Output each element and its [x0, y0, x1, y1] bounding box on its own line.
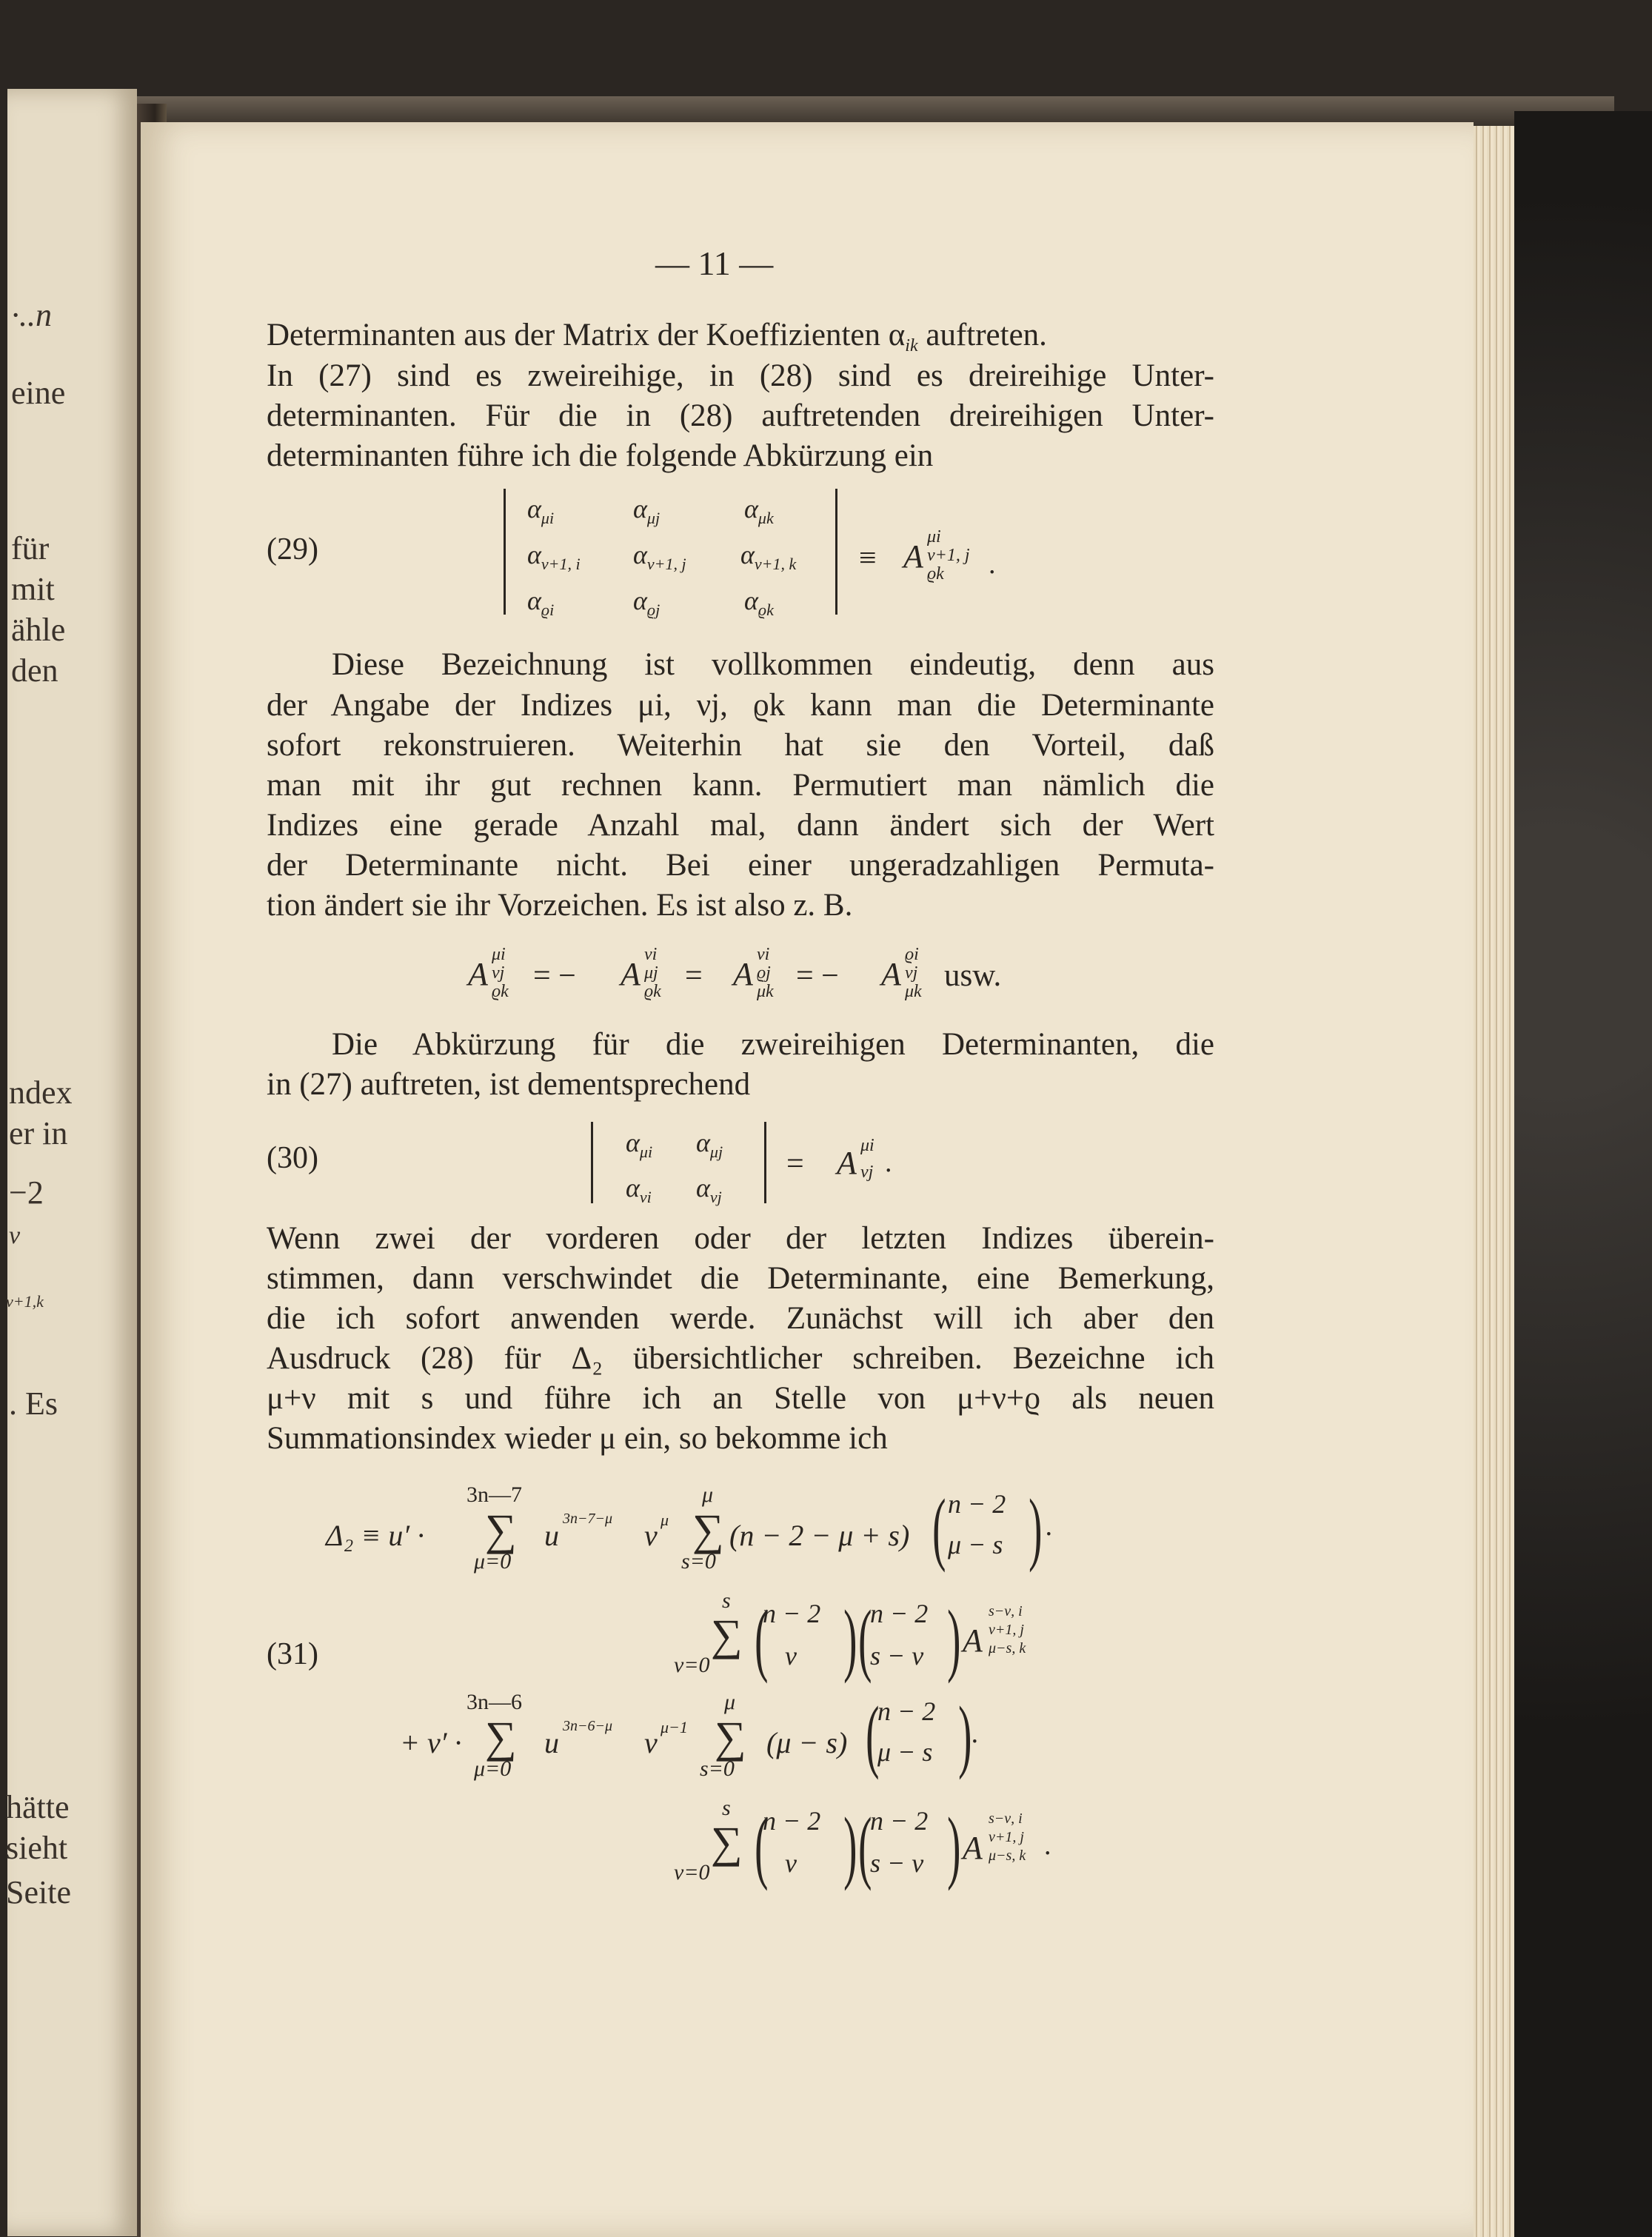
matrix-entry: $\alpha_{ϱi}$ — [527, 586, 555, 619]
binomial-paren: ) — [947, 1801, 961, 1891]
text-line: sofort rekonstruieren. Weiterhin hat sie den Vorteil, daß — [267, 728, 1214, 763]
matrix-entry: $\alpha_{\mu i}$ — [527, 494, 555, 527]
usw-label: usw. — [944, 958, 1002, 993]
index-upper: μi — [492, 945, 506, 964]
text-line: Indizes eine gerade Anzahl mal, dann ändert sich der Wert — [267, 808, 1214, 843]
determinant-bar — [764, 1122, 766, 1203]
matrix-entry: $\alpha_{ϱk}$ — [744, 586, 774, 619]
sum-upper-limit: μ — [724, 1690, 736, 1714]
term: u — [544, 1726, 559, 1759]
sum-lower-limit: s=0 — [700, 1756, 735, 1781]
determinant-bar — [835, 489, 837, 615]
binomial-top: n − 2 — [948, 1489, 1006, 1519]
dot: · — [1044, 1519, 1054, 1550]
sum-lower-limit: ν=0 — [674, 1860, 710, 1885]
index-lower: μk — [757, 982, 774, 1001]
determinant-symbol: A — [468, 956, 488, 992]
matrix-entry: $\alpha_{\nu+1, j}$ — [633, 540, 686, 573]
index-lower: μ−s, k — [989, 1848, 1026, 1864]
index-upper: ϱi — [905, 945, 919, 964]
margin-fragment: für — [11, 530, 50, 566]
margin-fragment: hätte — [6, 1789, 70, 1825]
index-middle: ϱj — [757, 963, 771, 983]
binomial-paren: ( — [866, 1690, 880, 1780]
index-upper: μi — [860, 1136, 875, 1155]
index-lower: μ−s, k — [989, 1640, 1026, 1656]
margin-fragment: ndex — [9, 1074, 73, 1111]
determinant-bar — [591, 1122, 593, 1203]
sum-lower-limit: ν=0 — [674, 1653, 710, 1677]
index-lower: ϱk — [644, 982, 661, 1001]
determinant-bar — [504, 489, 506, 615]
sum-upper-limit: s — [722, 1588, 731, 1613]
binomial-bottom: ν — [785, 1641, 797, 1671]
margin-fragment: ν+1,k — [6, 1292, 44, 1311]
index-middle: νj — [492, 963, 505, 983]
exponent: 3n−6−μ — [563, 1718, 613, 1734]
lhs-expression: Δ₂ ≡ u′ · — [326, 1519, 425, 1552]
binomial-paren: ) — [947, 1594, 961, 1684]
index-lower: ϱk — [492, 982, 509, 1001]
equivalence-sign: ≡ — [859, 541, 877, 575]
exponent: 3n−7−μ — [563, 1511, 613, 1527]
determinant-symbol: A — [733, 956, 753, 992]
equation-label: (31) — [267, 1637, 318, 1671]
sum-lower-limit: μ=0 — [474, 1549, 512, 1574]
determinant-symbol: A — [963, 1622, 983, 1659]
binomial-top: n − 2 — [870, 1806, 929, 1836]
binomial-paren: ( — [755, 1594, 769, 1684]
binomial-top: n − 2 — [877, 1696, 936, 1726]
index-middle: μj — [644, 963, 658, 983]
term: u — [544, 1519, 559, 1552]
binomial-top: n − 2 — [763, 1806, 821, 1836]
sum-lower-limit: s=0 — [681, 1549, 716, 1574]
index-upper: μi — [927, 527, 941, 546]
margin-fragment: −2 — [9, 1174, 44, 1211]
margin-fragment: Seite — [6, 1874, 71, 1910]
sum-upper-limit: μ — [702, 1482, 714, 1507]
binomial-paren: ( — [858, 1594, 872, 1684]
period: . — [885, 1147, 892, 1178]
determinant-symbol: A — [621, 956, 641, 992]
equation-label: (30) — [267, 1141, 318, 1175]
binomial-bottom: s − ν — [870, 1848, 924, 1878]
sum-upper-limit: 3n—6 — [466, 1690, 522, 1714]
sum-symbol: ∑ — [485, 1505, 517, 1554]
text-line: Wenn zwei der vorderen oder der letzten Indizes überein- — [267, 1221, 1214, 1256]
matrix-entry: $\alpha_{\mu j}$ — [696, 1128, 723, 1161]
index-upper: νi — [757, 945, 770, 964]
determinant-symbol: A — [881, 956, 901, 992]
binomial-bottom: μ − s — [877, 1737, 933, 1767]
binomial-top: n − 2 — [763, 1599, 821, 1628]
margin-fragment: er in — [9, 1115, 68, 1151]
text-line: der Determinante nicht. Bei einer ungeradzahligen Permuta- — [267, 848, 1214, 883]
index-middle: ν+1, j — [989, 1829, 1024, 1845]
term: (n − 2 − μ + s) — [729, 1519, 910, 1552]
text-line: In (27) sind es zweireihige, in (28) sind es dreireihige Unter- — [267, 358, 1214, 393]
equals-sign: = — [786, 1147, 804, 1181]
determinant-symbol: A — [837, 1145, 857, 1181]
text-line: der Angabe der Indizes μi, νj, ϱk kann man die Determinante — [267, 688, 1214, 723]
binomial-bottom: μ − s — [948, 1530, 1003, 1559]
text-line: Ausdruck (28) für Δ₂ übersichtlicher schreiben. Bezeichne ich — [267, 1341, 1214, 1376]
book-cover-edge — [1514, 111, 1652, 2237]
page-number: — 11 — — [655, 244, 774, 282]
matrix-entry: $\alpha_{\mu j}$ — [633, 494, 661, 527]
binomial-paren: ) — [1029, 1482, 1043, 1573]
period: . — [989, 549, 996, 580]
term: v — [644, 1726, 658, 1759]
index-middle: ν+1, j — [927, 546, 970, 565]
plus-term: + v′ · — [400, 1726, 462, 1759]
sum-symbol: ∑ — [715, 1713, 746, 1762]
index-upper: s−ν, i — [989, 1810, 1023, 1827]
matrix-entry: $\alpha_{ϱj}$ — [633, 586, 661, 619]
margin-fragment: sieht — [6, 1830, 68, 1866]
text-line: Die Abkürzung für die zweireihigen Determinanten, die — [332, 1027, 1214, 1062]
text-line: Summationsindex wieder μ ein, so bekomme ich — [267, 1421, 888, 1456]
sum-symbol: ∑ — [692, 1505, 724, 1554]
text-line: man mit ihr gut rechnen kann. Permutiert man nämlich die — [267, 768, 1214, 803]
determinant-symbol: A — [903, 538, 923, 575]
relation-sign: = — [685, 959, 703, 993]
exponent: μ — [661, 1511, 669, 1529]
margin-fragment: ·..n — [11, 297, 52, 333]
dot: · — [970, 1726, 980, 1757]
sum-upper-limit: 3n—7 — [466, 1482, 522, 1507]
term: (μ − s) — [766, 1726, 848, 1759]
page-edge — [1474, 126, 1514, 2237]
text-line: Diese Bezeichnung ist vollkommen eindeutig, denn aus — [332, 647, 1214, 682]
equation-label: (29) — [267, 532, 318, 566]
determinant-symbol: A — [963, 1830, 983, 1866]
text-line: die ich sofort anwenden werde. Zunächst will ich aber den — [267, 1301, 1214, 1336]
text-line: Determinanten aus der Matrix der Koeffizienten αik auftreten. — [267, 318, 1047, 355]
index-upper: s−ν, i — [989, 1603, 1023, 1619]
text-line: stimmen, dann verschwindet die Determinante, eine Bemerkung, — [267, 1261, 1214, 1296]
matrix-entry: $\alpha_{\mu k}$ — [744, 494, 774, 527]
binomial-paren: ( — [932, 1482, 946, 1573]
relation-sign: = − — [533, 959, 576, 993]
sum-upper-limit: s — [722, 1796, 731, 1820]
text-line: μ+ν mit s und führe ich an Stelle von μ+ν+ϱ als neuen — [267, 1381, 1214, 1416]
binomial-paren: ) — [843, 1801, 857, 1891]
matrix-entry: $\alpha_{\nu+1, i}$ — [527, 540, 581, 573]
index-lower: μk — [905, 982, 922, 1001]
binomial-paren: ) — [843, 1594, 857, 1684]
binomial-paren: ( — [858, 1801, 872, 1891]
index-lower: ϱk — [927, 564, 944, 584]
period: . — [1044, 1830, 1051, 1861]
margin-fragment: . Es — [9, 1385, 58, 1422]
sum-lower-limit: μ=0 — [474, 1756, 512, 1781]
text-line: determinanten führe ich die folgende Abkürzung ein — [267, 438, 934, 473]
margin-fragment: den — [11, 652, 58, 689]
text-line: in (27) auftreten, ist dementsprechend — [267, 1067, 751, 1102]
matrix-entry: $\alpha_{\nu j}$ — [696, 1173, 722, 1206]
margin-fragment: ähle — [11, 612, 66, 648]
matrix-entry: $\alpha_{\mu i}$ — [626, 1128, 653, 1161]
index-upper: νi — [644, 945, 658, 964]
exponent: μ−1 — [661, 1718, 688, 1736]
margin-fragment: eine — [11, 375, 66, 411]
binomial-bottom: ν — [785, 1848, 797, 1878]
text-line: determinanten. Für die in (28) auftretenden dreireihigen Unter- — [267, 398, 1214, 433]
term: v — [644, 1519, 658, 1552]
matrix-entry: $\alpha_{\nu+1, k}$ — [740, 540, 797, 573]
sum-symbol: ∑ — [711, 1611, 743, 1659]
relation-sign: = − — [796, 959, 839, 993]
sum-symbol: ∑ — [485, 1713, 517, 1762]
index-middle: ν+1, j — [989, 1622, 1024, 1638]
index-lower: νj — [860, 1163, 874, 1182]
binomial-bottom: s − ν — [870, 1641, 924, 1671]
book-top-edge — [133, 96, 1614, 126]
binomial-paren: ( — [755, 1801, 769, 1891]
margin-fragment: mit — [11, 571, 55, 607]
text-line: tion ändert sie ihr Vorzeichen. Es ist also z. B. — [267, 888, 853, 923]
matrix-entry: $\alpha_{\nu i}$ — [626, 1173, 652, 1206]
binomial-paren: ) — [958, 1690, 972, 1780]
margin-fragment: ν — [9, 1222, 21, 1249]
index-middle: νj — [905, 963, 918, 983]
sum-symbol: ∑ — [711, 1818, 743, 1867]
binomial-top: n − 2 — [870, 1599, 929, 1628]
